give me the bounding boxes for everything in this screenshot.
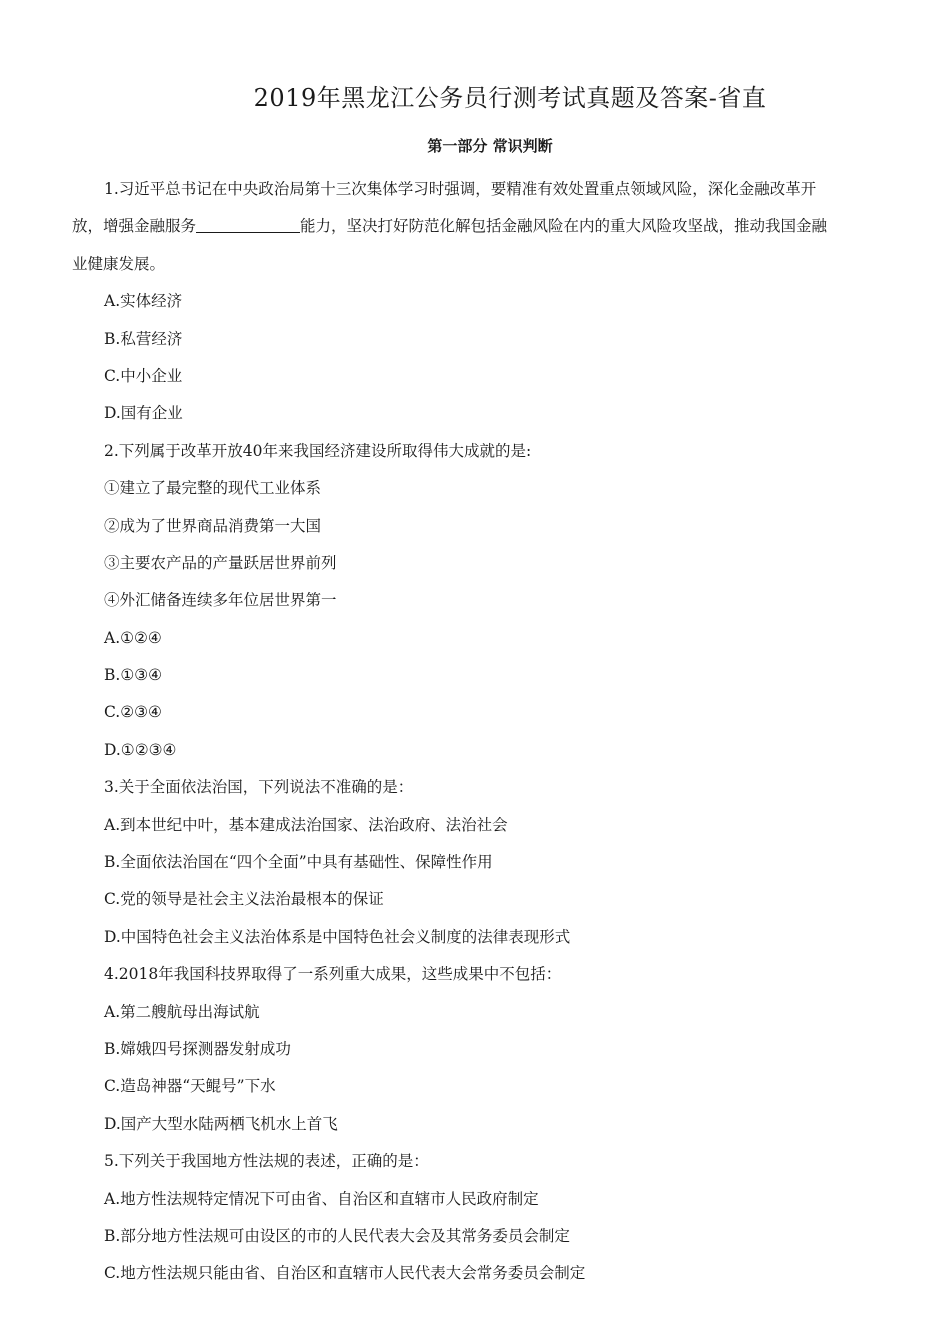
question-5	[72, 1143, 880, 1293]
question-list	[72, 171, 880, 1293]
question-2-option-b: B.①③④	[104, 666, 163, 685]
question-3-option-d: D.中国特色社会主义法治体系是中国特色社会义制度的法律表现形式	[104, 927, 571, 946]
question-2-option-d: D.①②③④	[104, 740, 177, 759]
question-2-statement-1: ①建立了最完整的现代工业体系	[104, 479, 322, 498]
question-3-stem: 3.关于全面依法治国，下列说法不准确的是：	[104, 778, 414, 797]
question-5-option-a: A.地方性法规特定情况下可由省、自治区和直辖市人民政府制定	[104, 1189, 539, 1208]
question-4-option-a: A.第二艘航母出海试航	[104, 1002, 260, 1021]
question-2-stem: 2.下列属于改革开放40年来我国经济建设所取得伟大成就的是:	[104, 441, 532, 460]
question-1-option-d: D.国有企业	[104, 404, 183, 423]
question-2-statement-3: ③主要农产品的产量跃居世界前列	[104, 553, 337, 572]
question-2-option-c: C.②③④	[104, 703, 162, 722]
question-5-option-c: C.地方性法规只能由省、自治区和直辖市人民代表大会常务委员会制定	[104, 1264, 586, 1283]
question-4-option-c: C.造岛神器“天鲲号”下水	[104, 1077, 276, 1096]
question-1-option-a: A.实体经济	[104, 292, 183, 311]
question-1-stem-text-before-blank: 放，增强金融服务	[72, 217, 197, 236]
question-1-stem-text-after-blank: 能力，坚决打好防范化解包括金融风险在内的重大风险攻坚战，推动我国金融	[300, 217, 828, 236]
question-2	[72, 433, 880, 770]
question-1-stem-line-3: 业健康发展。	[72, 254, 166, 273]
question-1	[72, 171, 880, 433]
question-1-stem-line-1: 1.习近平总书记在中央政治局第十三次集体学习时强调，要精准有效处置重点领域风险，深化金融改革开	[104, 180, 817, 198]
question-3-option-a: A.到本世纪中叶，基本建成法治国家、法治政府、法治社会	[104, 815, 508, 834]
question-1-option-b: B.私营经济	[104, 329, 183, 348]
question-4-option-b: B.嫦娥四号探测器发射成功	[104, 1039, 291, 1058]
question-1-stem-line-2	[72, 208, 880, 245]
question-4-stem: 4.2018年我国科技界取得了一系列重大成果，这些成果中不包括：	[104, 965, 562, 984]
question-3-option-c: C.党的领导是社会主义法治最根本的保证	[104, 890, 384, 909]
section-heading: 第一部分 常识判断	[427, 137, 553, 155]
question-4-option-d: D.国产大型水陆两栖飞机水上首飞	[104, 1114, 338, 1133]
question-2-statement-4: ④外汇储备连续多年位居世界第一	[104, 591, 337, 610]
question-3-option-b: B.全面依法治国在“四个全面”中具有基础性、保障性作用	[104, 853, 493, 872]
question-1-option-c: C.中小企业	[104, 366, 183, 385]
fill-in-blank	[196, 214, 300, 233]
document-title: 2019年黑龙江公务员行测考试真题及答案-省直	[253, 84, 767, 112]
question-4	[72, 956, 880, 1143]
question-5-stem: 5.下列关于我国地方性法规的表述，正确的是：	[104, 1152, 429, 1171]
question-5-option-b: B.部分地方性法规可由设区的市的人民代表大会及其常务委员会制定	[104, 1226, 570, 1245]
question-2-statement-2: ②成为了世界商品消费第一大国	[104, 516, 322, 535]
question-3	[72, 769, 880, 956]
question-2-option-a: A.①②④	[104, 628, 162, 647]
